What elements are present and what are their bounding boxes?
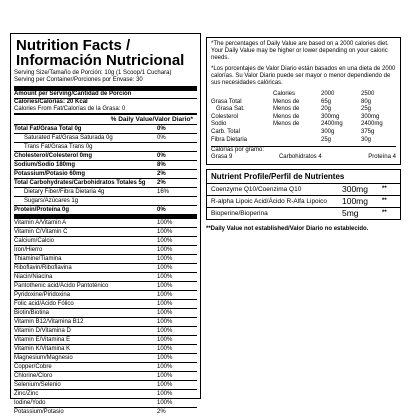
vitamin-label: Pyridoxine/Piridoxina <box>14 292 71 298</box>
daily-value-header: % Daily Value/Valor Diario* <box>110 116 193 123</box>
calories-from-fat: Calories From Fat/Calorías de la Grasa: 0 <box>14 106 126 112</box>
vitamin-row <box>14 407 197 416</box>
dv-table-cell: 2400mg <box>321 121 343 128</box>
vitamin-row <box>14 272 197 281</box>
nutrient-profile-name: R-alpha Lipoic Acid/Ácido R-Alfa Lipoico <box>211 198 327 206</box>
vitamin-row <box>14 290 197 299</box>
servings-per-container: Serving per Container/Porciones por Envase: 30 <box>14 77 143 83</box>
vitamin-value: 100% <box>157 274 173 280</box>
vitamin-label: Vitamin E/Vitamina E <box>14 337 71 343</box>
vitamin-value: 100% <box>157 391 173 397</box>
vitamin-label: Magnesium/Magnesio <box>14 355 73 361</box>
vitamin-row <box>14 389 197 398</box>
calories-per-gram-label: Calorías por gramo: <box>211 147 265 154</box>
vitamin-label: Zinc/Zinc <box>14 391 39 397</box>
dv-table-header-cell: 2500 <box>361 91 375 97</box>
daily-value-note-box <box>206 37 401 165</box>
dv-table-cell <box>273 129 321 137</box>
nutrient-value: 0% <box>157 126 166 132</box>
nutrient-value: 0% <box>157 153 166 159</box>
nutrient-label: Trans Fat/Grasa Trans 0g <box>24 144 93 150</box>
nutrient-row <box>14 169 197 178</box>
dv-table-cell: 80g <box>361 98 372 105</box>
vitamin-label: Iodine/Yodo <box>14 400 46 406</box>
nutrition-title: Nutrition Facts / Información Nutricional <box>16 37 185 69</box>
calories-per-gram-item: Grasa 9 <box>211 154 233 161</box>
nutrient-row <box>14 133 197 142</box>
nutrient-label: Total Carbohydrates/Carbohidratos Totales 5g <box>14 180 146 186</box>
vitamin-label: Thiamine/Tiamina <box>14 256 62 262</box>
nutrient-profile-amount: 100mg <box>342 196 368 207</box>
nutrient-value: 16% <box>157 189 170 195</box>
nutrient-label: Cholesterol/Colesterol 0mg <box>14 153 93 159</box>
dv-table-cell: 20g <box>321 106 332 113</box>
nutrient-profile-name: Coenzyme Q10/Coenzima Q10 <box>211 186 302 194</box>
vitamin-row <box>14 371 197 380</box>
nutrient-row <box>14 151 197 160</box>
dv-table-cell: 300g <box>321 128 335 135</box>
note-english: *The percentages of Daily Value are based on a 2000 calories diet. Your Daily Value may be higher or lower depending on your caloric needs. <box>211 41 389 61</box>
nutrient-list <box>207 184 400 219</box>
dv-table-cell: Grasa Total <box>211 98 242 105</box>
vitamin-row <box>14 362 197 371</box>
vitamin-value: 100% <box>157 265 173 271</box>
nutrient-label: Sodium/Sodio 180mg <box>14 162 76 168</box>
dv-table-cell: Menos de <box>273 98 300 105</box>
dv-table-cell: 300mg <box>361 113 380 120</box>
vitamin-label: Vitamin B12/Vitamina B12 <box>14 319 84 325</box>
dv-table-cell: 25g <box>361 106 372 113</box>
vitamin-label: Chlorine/Cloro <box>14 373 53 379</box>
right-column <box>206 37 401 232</box>
dv-table-header-cell <box>211 91 273 99</box>
nutrient-profile-name: Bioperine/Bioperina <box>211 210 268 218</box>
dv-table-cell: Menos de <box>273 106 300 113</box>
nutrient-profile-title: Nutrient Profile/Perfil de Nutrientes <box>207 170 400 184</box>
vitamin-value: 100% <box>157 220 173 226</box>
nutrient-row <box>14 178 197 187</box>
daily-value-table <box>211 91 396 144</box>
vitamin-value: 100% <box>157 301 173 307</box>
vitamin-row <box>14 227 197 236</box>
vitamin-value: 100% <box>157 229 173 235</box>
vitamin-label: Vitamin D/Vitamina D <box>14 328 71 334</box>
dv-table-cell: 65g <box>321 98 332 105</box>
nutrient-row <box>14 187 197 196</box>
calories-per-gram <box>211 154 396 161</box>
nutrient-profile-star: ** <box>382 210 387 217</box>
nutrient-value: 2% <box>157 180 166 186</box>
vitamin-row <box>14 317 197 326</box>
vitamin-row <box>14 326 197 335</box>
vitamin-row <box>14 398 197 407</box>
nutrient-profile-amount: 300mg <box>342 184 368 195</box>
vitamin-value: 100% <box>157 364 173 370</box>
vitamin-row <box>14 308 197 317</box>
nutrient-row <box>14 205 197 214</box>
vitamin-label: Biotin/Biotina <box>14 310 50 316</box>
vitamin-value: 100% <box>157 319 173 325</box>
vitamin-row <box>14 254 197 263</box>
nutrient-label: Saturated Fat/Grasa Saturada 0g <box>24 135 113 141</box>
vitamin-row <box>14 344 197 353</box>
vitamin-row <box>14 299 197 308</box>
dv-table-cell: 2400mg <box>361 121 383 128</box>
vitamin-label: Folic acid/Ácido Fólico <box>14 301 74 307</box>
vitamin-value: 100% <box>157 238 173 244</box>
vitamin-label: Vitamin K/Vitamina K <box>14 346 71 352</box>
amount-per-serving: Amount per Serving/Cantidad de Porción <box>14 91 132 97</box>
nutrient-profile-amount: 5mg <box>342 208 359 219</box>
vitamin-row <box>14 245 197 254</box>
nutrient-profile-star: ** <box>382 198 387 205</box>
nutrient-value: 0% <box>157 207 166 213</box>
vitamin-value: 100% <box>157 337 173 343</box>
macro-list <box>14 125 197 214</box>
vitamin-row <box>14 263 197 272</box>
calories-per-gram-item: Carbohidratos 4 <box>278 154 322 161</box>
nutrient-value <box>157 143 197 151</box>
nutrient-row <box>14 196 197 205</box>
dv-table-cell: 300mg <box>321 113 340 120</box>
vitamin-label: Niacin/Niacina <box>14 274 53 280</box>
vitamin-row <box>14 353 197 362</box>
nutrient-label: Sugars/Azúcares 1g <box>24 198 79 204</box>
nutrient-value: 8% <box>157 162 166 168</box>
dv-table-cell: 25g <box>321 136 332 143</box>
nutrient-profile-row <box>207 208 400 219</box>
nutrient-profile-row <box>207 196 400 208</box>
nutrient-label: Total Fat/Grasa Total 0g <box>14 126 82 132</box>
nutrient-row <box>14 125 197 133</box>
dv-table-cell: 30g <box>361 136 372 143</box>
nutrient-profile-box <box>206 169 401 220</box>
vitamin-row <box>14 281 197 290</box>
nutrient-row <box>14 160 197 169</box>
vitamin-value: 100% <box>157 400 173 406</box>
nutrition-facts-panel <box>10 33 201 415</box>
vitamin-row <box>14 236 197 245</box>
vitamin-value: 100% <box>157 310 173 316</box>
nutrient-profile-row <box>207 184 400 196</box>
nutrient-value: 2% <box>157 171 166 177</box>
vitamin-label: Copper/Cobre <box>14 364 52 370</box>
dv-table-header-cell: 2000 <box>321 91 335 97</box>
calories: Calories/Calorías: 20 Kcal <box>14 99 88 105</box>
vitamin-label: Potassium/Potasio <box>14 409 64 415</box>
dv-table-header-cell: Calories <box>273 91 296 97</box>
vitamin-label: Selenium/Selenio <box>14 382 61 388</box>
vitamin-row <box>14 380 197 389</box>
vitamin-value: 100% <box>157 355 173 361</box>
vitamin-value: 100% <box>157 382 173 388</box>
vitamin-row <box>14 335 197 344</box>
vitamin-row <box>14 219 197 227</box>
dv-table-cell: Carb. Total <box>211 128 240 135</box>
footnote: **Daily Value not established/Valor Diario no establecido. <box>206 226 369 233</box>
nutrient-value <box>157 197 197 205</box>
vitamin-value: 100% <box>157 256 173 262</box>
vitamin-label: Pantothenic acid/Ácido Pantoténico <box>14 283 109 289</box>
dv-table-cell: 375g <box>361 128 375 135</box>
dv-table-cell: Menos de <box>273 113 300 120</box>
vitamin-value: 100% <box>157 328 173 334</box>
calories-per-gram-item: Proteína 4 <box>368 154 396 161</box>
dv-table-cell: Fibra Dietaria <box>211 136 248 143</box>
vitamin-value: 2% <box>157 409 166 415</box>
vitamin-label: Vitamin C/Vitamin C <box>14 229 68 235</box>
serving-size: Serving Size/Tamaño de Porción: 10g (1 Scoop/1 Cuchara) <box>14 70 172 76</box>
note-spanish: *Los porcentajes de Valor Diario están basados en una dieta de 2000 calorías. Su Valor Diario puede ser mayor o menor dependiendo de sus necesidades calóricas. <box>211 66 396 86</box>
vitamin-label: Riboflavin/Riboflavina <box>14 265 72 271</box>
vitamin-label: Vitamin A/Vitamin A <box>14 220 67 226</box>
vitamin-label: Iron/Hierro <box>14 247 43 253</box>
nutrient-row <box>14 142 197 151</box>
nutrient-label: Protein/Proteína 0g <box>14 207 70 213</box>
dv-table-cell: Grasa Sat. <box>211 106 245 113</box>
nutrient-label: Potassium/Potasio 60mg <box>14 171 86 177</box>
dv-table-cell: Menos de <box>273 121 300 128</box>
vitamin-label: Calcium/Calcio <box>14 238 55 244</box>
vitamin-value: 100% <box>157 346 173 352</box>
vitamin-value: 100% <box>157 292 173 298</box>
vitamin-value: 100% <box>157 373 173 379</box>
vitamin-value: 100% <box>157 283 173 289</box>
nutrient-profile-star: ** <box>382 186 387 193</box>
nutrient-value: 0% <box>157 135 166 141</box>
dv-table-cell: Sodio <box>211 121 227 128</box>
vitamin-value: 100% <box>157 247 173 253</box>
dv-table-cell: Colesterol <box>211 113 239 120</box>
nutrient-label: Dietary Fiber/Fibra Dietaria 4g <box>24 189 105 195</box>
dv-table-cell <box>273 137 321 145</box>
vitamin-list <box>14 219 197 416</box>
